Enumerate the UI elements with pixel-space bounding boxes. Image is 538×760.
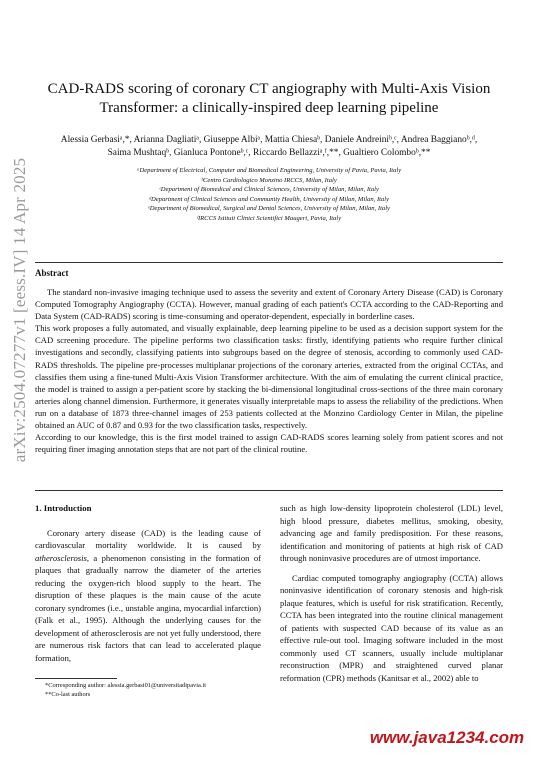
intro-paragraph-continued: such as high low-density lipoprotein cholesterol (LDL) level, high blood pressure, diabetes mellitus, smoking, obesity, advancing age and family predisposition. For these reasons, identification and monitoring of patients at high risk of CAD through noninvasive procedures are of utmost importance. xyxy=(280,503,503,563)
affiliation-b: ᵇCentro Cardiologico Monzino IRCCS, Milan, Italy xyxy=(201,176,337,184)
abstract-paragraph-3: According to our knowledge, this is the first model trained to assign CAD-RADS scores learning solely from patient scores and not requiring finer imaging annotation steps that are not part of the clinical routine. xyxy=(35,432,503,455)
footnotes xyxy=(35,681,261,699)
abstract-bottom-rule xyxy=(35,490,503,491)
affiliation-a: ᵃDepartment of Electrical, Computer and Biomedical Engineering, University of Pavia, Pavia, Italy xyxy=(136,167,402,174)
affiliations xyxy=(40,166,498,223)
site-watermark: www.java1234.com xyxy=(356,723,538,753)
abstract-heading: Abstract xyxy=(35,268,69,278)
section-heading-introduction: 1. Introduction xyxy=(35,503,92,513)
intro-p1-part-a: Coronary artery disease (CAD) is the leading cause of cardiovascular mortality worldwide. It is caused by xyxy=(35,527,261,550)
footnote-corresponding-author: *Corresponding author: alessia.gerbasi01@universitadipavia.it xyxy=(45,682,206,689)
footnote-rule xyxy=(35,678,117,679)
abstract-paragraph-2: This work proposes a fully automated, and visually explainable, deep learning pipeline to be used as a decision support system for the CAD screening procedure. The pipeline performs two classification tasks: firstly, identifying patients who require further clinical investigations and secondly, classifying patients into subgroups based on the degree of stenosis, according to commonly used CAD-RADS thresholds. The pipeline pre-processes multiplanar projections of the coronary arteries, extracted from the original CCTAs, and classifies them using a fine-tuned Multi-Axis Vision Transformer architecture. With the aim of emulating the current clinical practice, the model is trained to assign a per-patient score by stacking the bi-dimensional longitudinal cross-sections of the three main coronary arteries along channel dimension. Furthermore, it generates visually interpretable maps to assess the reliability of the predictions. When run on a database of 1873 three-channel images of 253 patients collected at the Monzino Cardiology Center in Milan, the pipeline obtained an AUC of 0.87 and 0.93 for the two classification tasks, respectively. xyxy=(35,323,503,431)
footnote-co-last-authors: **Co-last authors xyxy=(45,691,91,698)
title-line-2: Transformer: a clinically-inspired deep learning pipeline xyxy=(99,100,439,116)
affiliation-d: ᵈDepartment of Clinical Sciences and Community Health, University of Milan, Milan, Italy xyxy=(148,195,390,203)
intro-p1-part-b: , a phenomenon consisting in the formation of plaques that gradually narrow the diameter of the arteries reducing the oxygen-rich blood supply to the heart. The disruption of these plaques is the main cause of the acute coronary syndromes (i.e., unstable angina, myocardial infarction) (Falk et al., 1995). Although the underlying causes for the development of atherosclerosis are not yet fully understood, there are numerous risk factors that can lead to accelerated plaque formation, xyxy=(35,552,261,663)
paper-title xyxy=(40,80,498,118)
intro-paragraph-1 xyxy=(35,527,261,665)
arxiv-stamp: arXiv:2504.07277v1 [eess.IV] 14 Apr 2025 xyxy=(10,157,29,463)
authors-line-1: Alessia Gerbasiᵃ,*, Arianna Dagliatiᵃ, Giuseppe Albiᵃ, Mattia Chiesaᵇ, Daniele Andreiniᵇ,ᶜ, Andrea Baggianoᵇ,ᵈ, xyxy=(60,135,478,145)
authors-line-2: Saima Mushtaqᵇ, Gianluca Pontoneᵇ,ᶜ, Riccardo Bellazziᵃ,ᶠ,**, Gualtiero Colomboᵇ,** xyxy=(107,148,431,158)
right-column xyxy=(280,502,503,691)
author-list xyxy=(34,134,504,160)
abstract-top-rule xyxy=(35,262,503,263)
abstract-paragraph-1: The standard non-invasive imaging technique used to assess the severity and extent of Coronary Artery Disease (CAD) is Coronary Computed Tomography Angiography (CCTA). However, manual grading of each patient's CCTA according to the CAD-Reporting and Data System (CAD-RADS) scoring is time-consuming and operator-dependent, especially in borderline cases. xyxy=(35,287,503,322)
abstract-body xyxy=(35,286,503,455)
affiliation-f: ᶠIRCCS Istituti Clinici Scientifici Maugeri, Pavia, Italy xyxy=(196,214,342,222)
left-column xyxy=(35,502,261,671)
title-line-1: CAD-RADS scoring of coronary CT angiography with Multi-Axis Vision xyxy=(47,81,491,97)
intro-paragraph-2: Cardiac computed tomography angiography (CCTA) allows noninvasive identification of coronary stenosis and high-risk plaque features, which is useful for risk stratification. Recently, CCTA has been integrated into the routine clinical management of patients with suspected CAD because of its value as an effective rule-out tool. Imaging software included in the most commonly used CT scanners, usually include multiplanar reconstruction (MPR) and straightened curved planar reformation (CPR) methods (Kanitsar et al., 2002) able to xyxy=(280,572,503,683)
affiliation-e: ᵉDepartment of Biomedical, Surgical and Dental Sciences, University of Milan, Milan, Italy xyxy=(148,205,390,212)
intro-p1-italic-term: atherosclerosis xyxy=(35,552,87,563)
affiliation-c: ᶜDepartment of Biomedical and Clinical Sciences, University of Milan, Milan, Italy xyxy=(159,186,379,193)
